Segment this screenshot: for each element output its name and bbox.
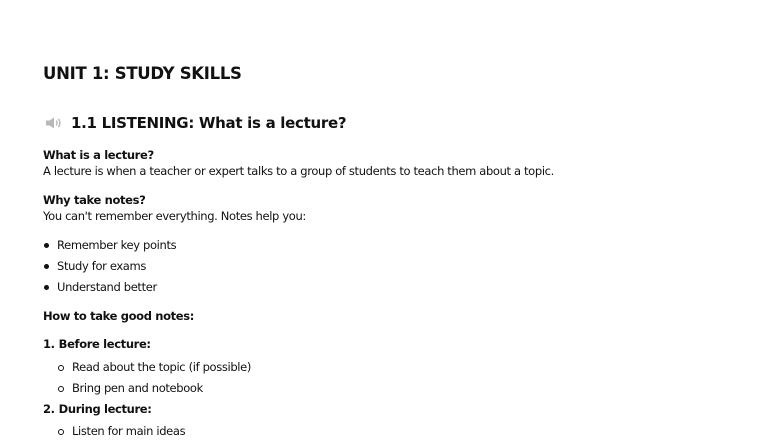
bullet-icon	[44, 243, 49, 248]
step-heading	[43, 402, 152, 417]
circle-bullet-icon	[58, 386, 64, 392]
section-heading	[43, 114, 346, 132]
step-heading	[43, 337, 151, 352]
list-item-label: Remember key points	[57, 238, 177, 252]
list-item	[43, 238, 176, 253]
how-to-heading: How to take good notes:	[43, 309, 195, 323]
list-item-label: Study for exams	[57, 259, 146, 273]
bullet-icon	[44, 264, 49, 269]
step-title: During lecture:	[58, 402, 152, 416]
list-item-label: Understand better	[57, 280, 157, 294]
speaker-icon[interactable]	[45, 116, 65, 130]
what-is-answer: A lecture is when a teacher or expert talks to a group of students to teach them about a topic.	[43, 164, 554, 178]
bullet-icon	[44, 285, 49, 290]
why-notes-question: Why take notes?	[43, 193, 146, 207]
list-item-label: Bring pen and notebook	[72, 381, 203, 395]
step-number: 1.	[43, 337, 55, 351]
list-item	[43, 424, 185, 439]
step-number: 2.	[43, 402, 55, 416]
list-item	[43, 280, 157, 295]
list-item	[43, 360, 251, 375]
circle-bullet-icon	[58, 429, 64, 435]
list-item	[43, 381, 203, 396]
list-item-label: Read about the topic (if possible)	[72, 360, 251, 374]
step-title: Before lecture:	[58, 337, 151, 351]
list-item-label: Listen for main ideas	[72, 424, 186, 438]
section-title: 1.1 LISTENING: What is a lecture?	[71, 114, 347, 132]
what-is-question: What is a lecture?	[43, 148, 154, 162]
why-notes-answer: You can't remember everything. Notes help you:	[43, 209, 306, 223]
circle-bullet-icon	[58, 365, 64, 371]
unit-title: UNIT 1: STUDY SKILLS	[43, 64, 242, 83]
list-item	[43, 259, 146, 274]
